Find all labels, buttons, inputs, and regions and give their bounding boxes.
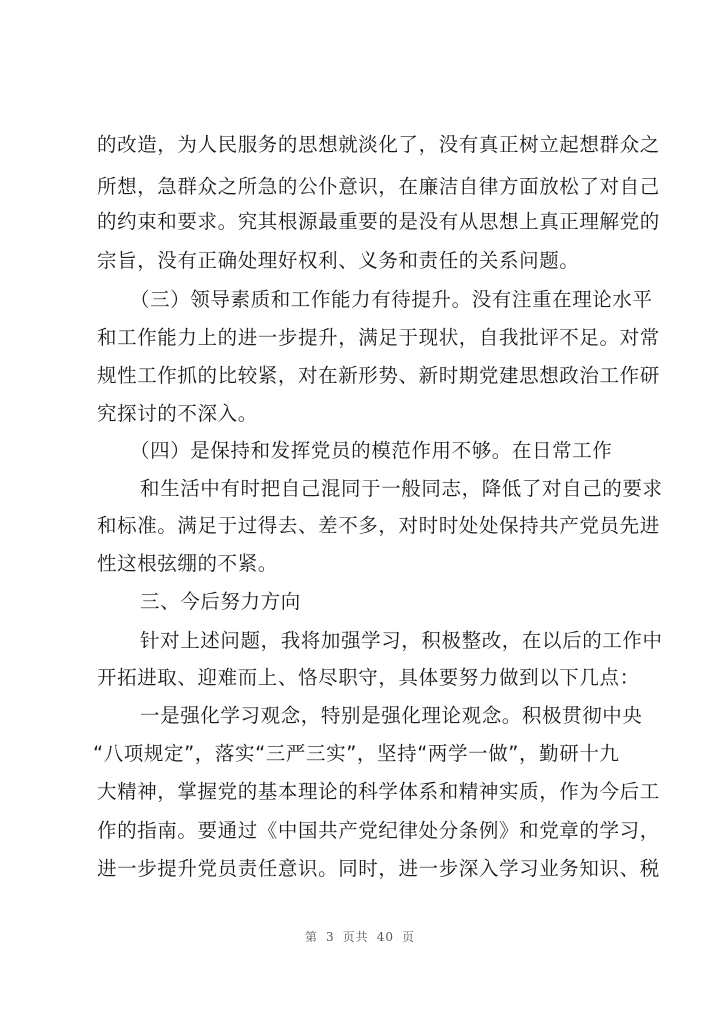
text-line: 和生活中有时把自己混同于一般同志，降低了对自己的要求 [140,477,663,500]
text-line: 大精神，掌握党的基本理论的科学体系和精神实质，作为今后工 [97,780,660,803]
text-line: 作的指南。要通过《中国共产党纪律处分条例》和党章的学习， [97,819,660,842]
text-line: 和标准。满足于过得去、差不多，对时时处处保持共产党员先进 [97,514,660,537]
section-heading: 三、今后努力方向 [140,590,301,613]
text-line: 所想，急群众之所急的公仆意识，在廉洁自律方面放松了对自己 [97,175,660,198]
page-label-mid: 页共 [342,930,369,944]
text-line: 开拓进取、迎难而上、恪尽职守，具体要努力做到以下几点： [97,666,640,689]
text-line: 一是强化学习观念，特别是强化理论观念。积极贯彻中央 [140,704,643,727]
current-page-number: 3 [326,930,335,944]
text-line: 性这根弦绷的不紧。 [97,552,278,575]
total-pages-number: 40 [376,930,394,944]
text-line: “八项规定”，落实“三严三实”，坚持“两学一做”，勤研十九 [93,742,620,765]
text-line: 宗旨，没有正确处理好权利、义务和责任的关系问题。 [97,249,580,272]
text-line: 的改造，为人民服务的思想就淡化了，没有真正树立起想群众之 [97,133,660,156]
text-line: 针对上述问题，我将加强学习，积极整改，在以后的工作中 [140,629,663,652]
page-footer [0,929,720,945]
text-line: （四）是保持和发挥党员的模范作用不够。在日常工作 [130,439,613,462]
text-line: （三）领导素质和工作能力有待提升。没有注重在理论水平 [130,288,653,311]
text-line: 规性工作抓的比较紧，对在新形势、新时期党建思想政治工作研 [97,364,660,387]
text-line: 究探讨的不深入。 [97,402,258,425]
text-line: 的约束和要求。究其根源最重要的是没有从思想上真正理解党的 [97,210,660,233]
page-label-prefix: 第 [305,930,319,944]
text-line: 进一步提升党员责任意识。同时，进一步深入学习业务知识、税 [97,857,660,880]
page-label-suffix: 页 [401,930,415,944]
text-line: 和工作能力上的进一步提升，满足于现状，自我批评不足。对常 [97,326,660,349]
